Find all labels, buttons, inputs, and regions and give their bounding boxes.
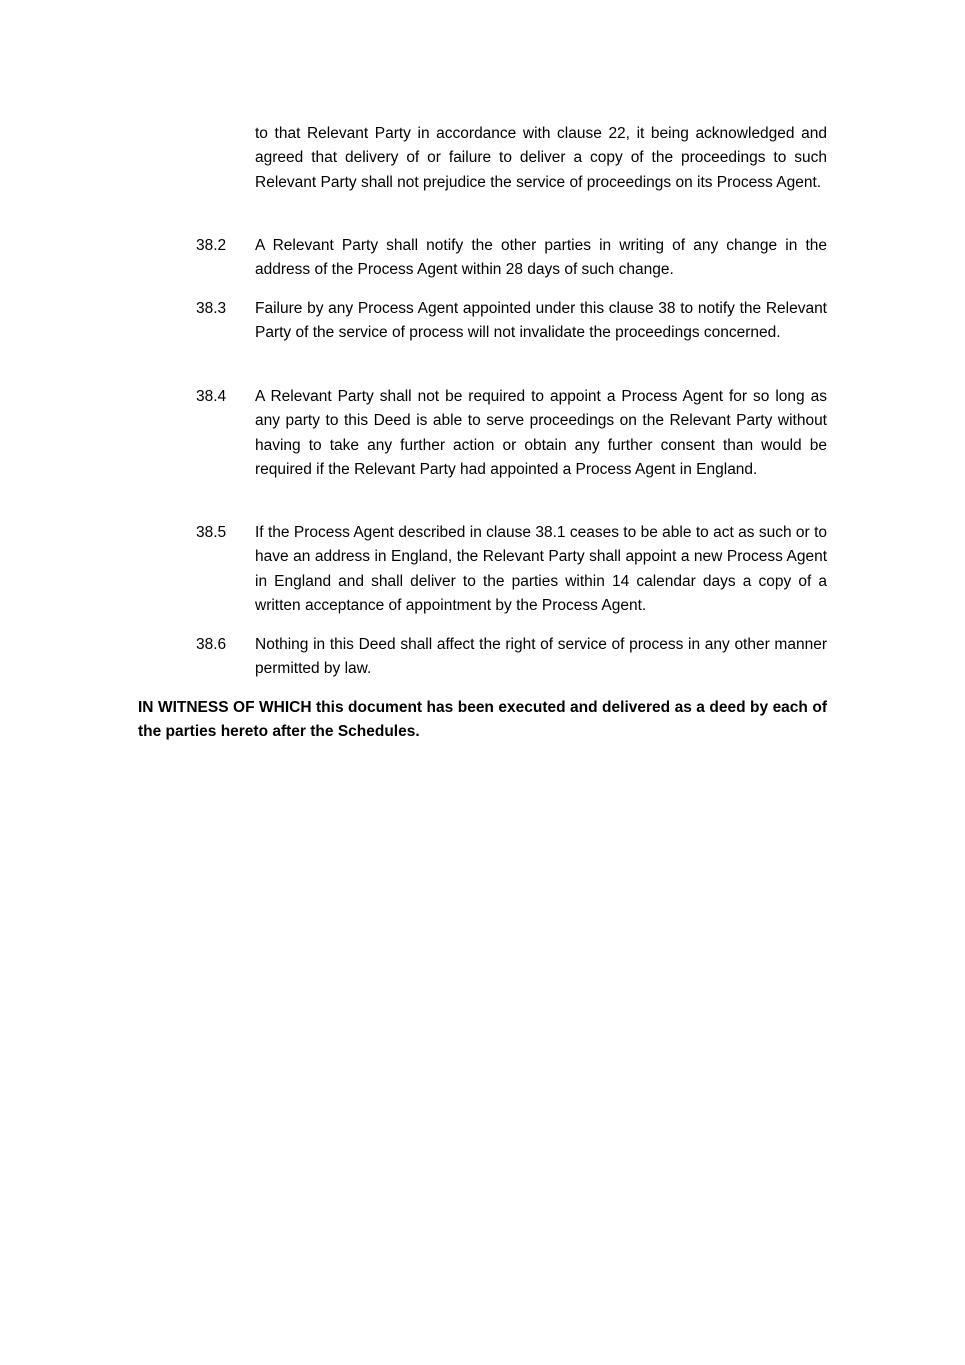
- clause-text: A Relevant Party shall not be required to appoint a Process Agent for so long as any party to this Deed is able to serve proceedings on the Relevant Party without having to take any further action or obtain any further consent than would be required if the Relevant Party had appointed a Process Agent in England.: [255, 388, 827, 479]
- clause-text: If the Process Agent described in clause 38.1 ceases to be able to act as such or to have an address in England, the Relevant Party shall appoint a new Process Agent in England and shall deliver to the parties within 14 calendar days a copy of a written acceptance of appointment by the Process Agent.: [255, 524, 827, 615]
- clause-38-2: [196, 234, 827, 283]
- clause-number: 38.2: [196, 237, 227, 254]
- clause-38-1-continuation: to that Relevant Party in accordance with clause 22, it being acknowledged and agreed that delivery of or failure to deliver a copy of the proceedings to such Relevant Party shall not prejudice the service of proceedings on its Process Agent.: [255, 125, 827, 191]
- clause-text: Nothing in this Deed shall affect the right of service of process in any other manner permitted by law.: [255, 636, 827, 678]
- clause-38-3: [196, 297, 827, 346]
- clause-number: 38.4: [196, 388, 227, 405]
- clause-38-4: [196, 385, 827, 483]
- witness-statement: IN WITNESS OF WHICH this document has been executed and delivered as a deed by each of the parties hereto after the Schedules.: [138, 699, 827, 741]
- clause-38-6: [196, 633, 827, 682]
- clause-text: Failure by any Process Agent appointed under this clause 38 to notify the Relevant Party of the service of process will not invalidate the proceedings concerned.: [255, 300, 827, 342]
- clause-number: 38.5: [196, 524, 227, 541]
- clause-38-5: [196, 521, 827, 619]
- clause-number: 38.3: [196, 300, 227, 317]
- clause-text: A Relevant Party shall notify the other parties in writing of any change in the address of the Process Agent within 28 days of such change.: [255, 237, 827, 279]
- clause-number: 38.6: [196, 636, 227, 653]
